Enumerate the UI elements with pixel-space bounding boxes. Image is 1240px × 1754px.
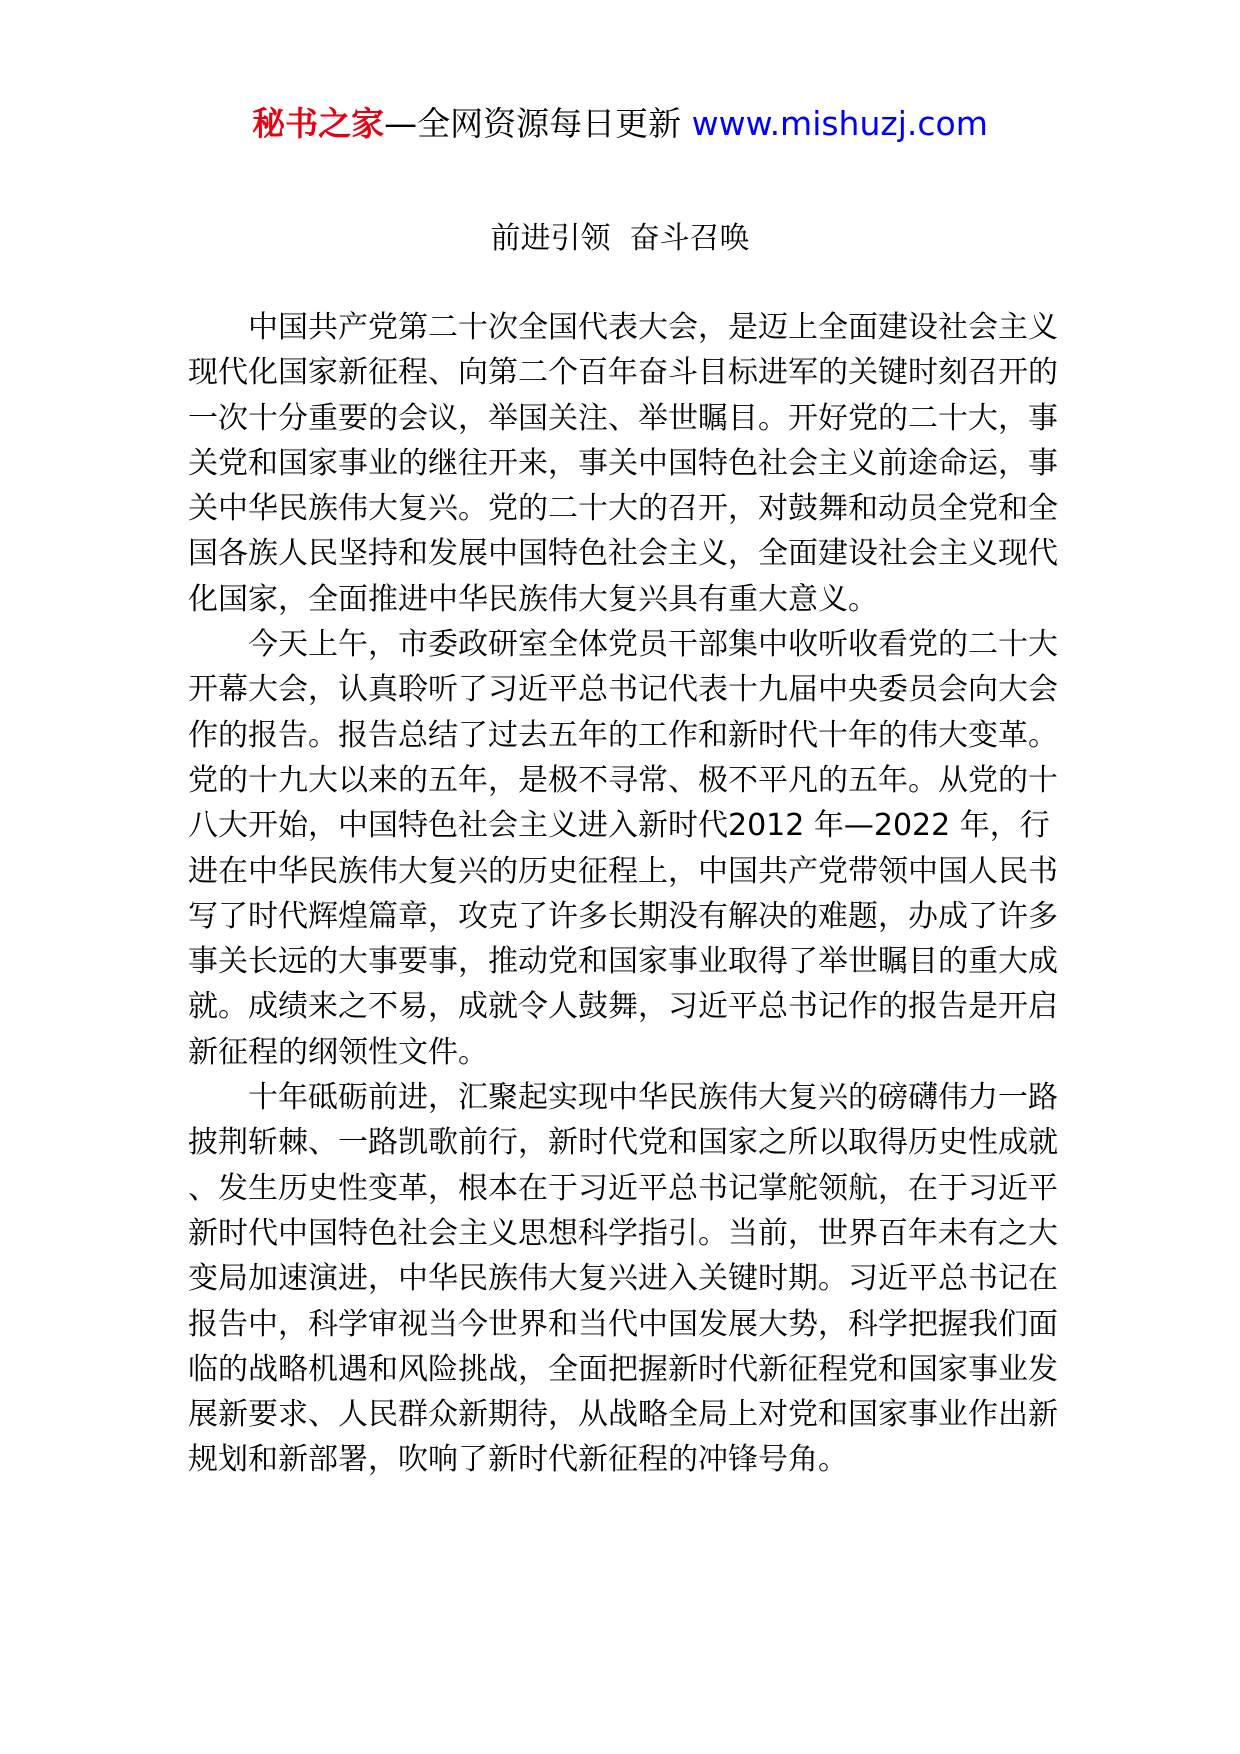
- document-title: 前进引领 奋斗召唤: [490, 221, 750, 256]
- site-slogan: —全网资源每日更新: [384, 104, 692, 143]
- paragraph-2: 今天上午，市委政研室全体党员干部集中收听收看党的二十大开幕大会，认真聆听了习近平总书记代表十九届中央委员会向大会作的报告。报告总结了过去五年的工作和新时代十年的伟大变革。党的十九大以来的五年，是极不寻常、极不平凡的五年。从党的十八大开始，中国特色社会主义进入新时代2012 年—2022 年，行进在中华民族伟大复兴的历史征程上，中国共产党带领中国人民书写了时代辉煌篇章，攻克了许多长期没有解决的难题，办成了许多事关长远的大事要事，推动党和国家事业取得了举世瞩目的重大成就。成绩来之不易，成就令人鼓舞，习近平总书记作的报告是开启新征程的纲领性文件。: [188, 627, 1058, 1070]
- site-brand: 秘书之家: [252, 104, 385, 143]
- paragraph-1: 中国共产党第二十次全国代表大会，是迈上全面建设社会主义现代化国家新征程、向第二个百年奋斗目标进军的关键时刻召开的一次十分重要的会议，举国关注、举世瞩目。开好党的二十大，事关党和国家事业的继往开来，事关中国特色社会主义前途命运，事关中华民族伟大复兴。党的二十大的召开，对鼓舞和动员全党和全国各族人民坚持和发展中国特色社会主义，全面建设社会主义现代化国家，全面推进中华民族伟大复兴具有重大意义。: [188, 310, 1058, 617]
- paragraph-3: 十年砥砺前进，汇聚起实现中华民族伟大复兴的磅礴伟力一路披荆斩棘、一路凯歌前行，新时代党和国家之所以取得历史性成就、发生历史性变革，根本在于习近平总书记掌舵领航，在于习近平新时代中国特色社会主义思想科学指引。当前，世界百年未有之大变局加速演进，中华民族伟大复兴进入关键时期。习近平总书记在报告中，科学审视当今世界和当代中国发展大势，科学把握我们面临的战略机遇和风险挑战，全面把握新时代新征程党和国家事业发展新要求、人民群众新期待，从战略全局上对党和国家事业作出新规划和新部署，吹响了新时代新征程的冲锋号角。: [188, 1080, 1058, 1478]
- site-url-link[interactable]: www.mishuzj.com: [691, 104, 988, 143]
- site-header: [0, 100, 1240, 148]
- document-body: [188, 305, 1058, 1483]
